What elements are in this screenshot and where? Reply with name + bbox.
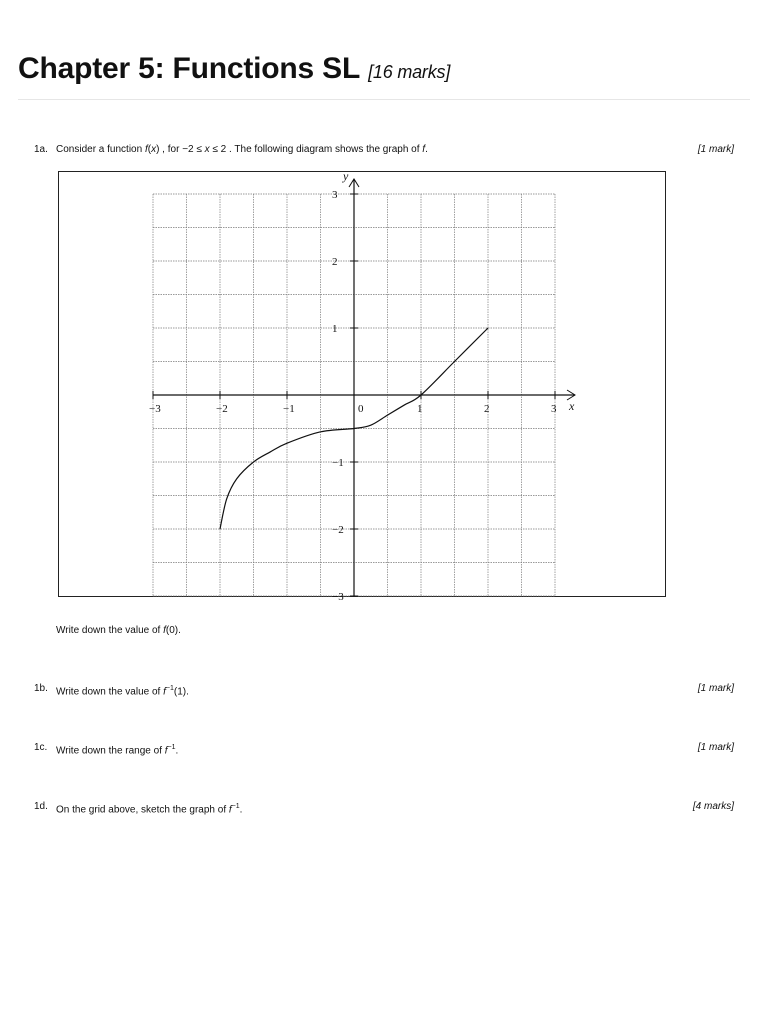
question-1a-followup: Write down the value of f(0).: [56, 625, 181, 636]
question-marks: [4 marks]: [692, 801, 734, 812]
x-tick-label: −2: [216, 403, 228, 415]
x-tick-label: 0: [358, 403, 364, 415]
question-text: Write down the range of $f^{-1}$.: [56, 744, 179, 757]
question-number: 1b.: [34, 683, 48, 694]
x-tick-label: −1: [283, 403, 295, 415]
function-graph-figure: [58, 169, 666, 603]
question-number: 1d.: [34, 801, 48, 812]
question-number: 1a.: [34, 144, 48, 155]
x-axis-label: x: [569, 399, 575, 413]
page-title: [18, 52, 450, 86]
y-tick-label: −2: [332, 524, 344, 536]
title-divider: [18, 99, 750, 100]
x-tick-label: 1: [417, 403, 423, 415]
y-tick-label: −3: [332, 591, 344, 603]
page-title-text: Chapter 5: Functions SL: [18, 52, 361, 85]
question-number: 1c.: [34, 742, 48, 753]
x-tick-label: −3: [149, 403, 161, 415]
question-text: Write down the value of $f^{-1}(1)$.: [56, 685, 189, 698]
y-tick-label: −1: [332, 457, 344, 469]
question-marks: [1 mark]: [697, 144, 734, 155]
question-text: Consider a function f(x) , for −2 ≤ x ≤ 2 . The following diagram shows the graph of f.: [56, 144, 428, 155]
question-marks: [1 mark]: [697, 742, 734, 753]
x-tick-label: 2: [484, 403, 490, 415]
question-marks: [1 mark]: [697, 683, 734, 694]
x-tick-label: 3: [551, 403, 557, 415]
y-tick-label: 1: [332, 323, 338, 335]
y-tick-label: 3: [332, 189, 338, 201]
function-graph: [59, 169, 665, 603]
y-tick-label: 2: [332, 256, 338, 268]
total-marks: [16 marks]: [368, 62, 451, 82]
question-text: On the grid above, sketch the graph of $f^{-1}$.: [56, 803, 243, 816]
y-axis-label: y: [343, 169, 349, 183]
